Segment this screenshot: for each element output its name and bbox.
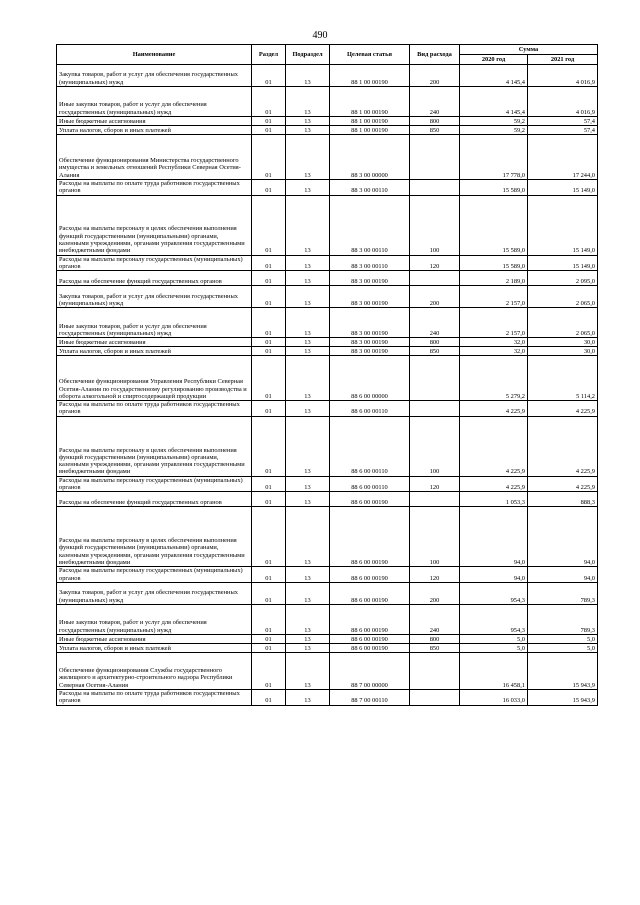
row-subsection: 13	[286, 689, 330, 705]
row-amount-year-2: 30,0	[528, 338, 598, 347]
row-expense-type: 200	[410, 65, 460, 87]
row-amount-year-2: 30,0	[528, 347, 598, 356]
row-amount-year-2: 5 114,2	[528, 356, 598, 401]
table-row	[57, 338, 598, 347]
row-name: Расходы на выплаты по оплате труда работников государственных органов	[57, 401, 252, 417]
column-header-subsection: Подраздел	[286, 45, 330, 65]
row-amount-year-2: 15 149,0	[528, 180, 598, 196]
row-name: Иные закупки товаров, работ и услуг для обеспечения государственных (муниципальных) нужд	[57, 308, 252, 338]
row-target-item: 88 3 00 00190	[330, 271, 410, 286]
row-subsection: 13	[286, 180, 330, 196]
row-name: Иные закупки товаров, работ и услуг для обеспечения государственных (муниципальных) нужд	[57, 87, 252, 117]
row-subsection: 13	[286, 507, 330, 567]
row-name: Обеспечение функционирования Службы государственного жилищного и архитектурно-строительного надзора Республики Северная Осетия-Алания	[57, 652, 252, 689]
row-amount-year-1: 15 589,0	[460, 255, 528, 271]
row-amount-year-1: 16 033,0	[460, 689, 528, 705]
row-target-item: 88 3 00 00110	[330, 255, 410, 271]
row-amount-year-1: 59,2	[460, 126, 528, 135]
row-amount-year-1: 954,3	[460, 582, 528, 604]
row-amount-year-1: 4 225,9	[460, 416, 528, 476]
row-section: 01	[252, 634, 286, 643]
row-expense-type	[410, 180, 460, 196]
row-name: Обеспечение функционирования Управления Республики Северная Осетия-Алания по государственному регулированию производства и оборота алкогольной и спиртосодержащей продукции	[57, 356, 252, 401]
row-name: Расходы на обеспечение функций государственных органов	[57, 271, 252, 286]
row-expense-type: 240	[410, 308, 460, 338]
row-subsection: 13	[286, 286, 330, 308]
row-amount-year-2: 789,3	[528, 604, 598, 634]
row-amount-year-1: 5,0	[460, 634, 528, 643]
row-amount-year-1: 2 157,0	[460, 286, 528, 308]
row-expense-type: 100	[410, 195, 460, 255]
row-subsection: 13	[286, 87, 330, 117]
budget-table	[56, 44, 598, 706]
row-name: Расходы на выплаты персоналу в целях обеспечения выполнения функций государственными (муниципальными) органами, казенными учреждениями, органами управления государственными внебюджетными фондами	[57, 195, 252, 255]
row-subsection: 13	[286, 356, 330, 401]
row-amount-year-1: 94,0	[460, 567, 528, 583]
table-row	[57, 135, 598, 180]
row-subsection: 13	[286, 347, 330, 356]
row-amount-year-2: 15 943,9	[528, 689, 598, 705]
column-header-name: Наименование	[57, 45, 252, 65]
row-amount-year-2: 15 149,0	[528, 255, 598, 271]
row-amount-year-2: 789,3	[528, 582, 598, 604]
row-name: Расходы на выплаты персоналу государственных (муниципальных) органов	[57, 255, 252, 271]
row-section: 01	[252, 643, 286, 652]
row-amount-year-2: 94,0	[528, 567, 598, 583]
row-subsection: 13	[286, 135, 330, 180]
table-row	[57, 308, 598, 338]
row-target-item: 88 3 00 00190	[330, 308, 410, 338]
row-expense-type: 100	[410, 507, 460, 567]
row-target-item: 88 6 00 00190	[330, 634, 410, 643]
row-subsection: 13	[286, 476, 330, 492]
row-section: 01	[252, 652, 286, 689]
table-row	[57, 180, 598, 196]
row-amount-year-2: 4 016,9	[528, 65, 598, 87]
row-amount-year-1: 2 157,0	[460, 308, 528, 338]
row-target-item: 88 6 00 00190	[330, 567, 410, 583]
table-row	[57, 416, 598, 476]
table-row	[57, 643, 598, 652]
row-amount-year-2: 15 149,0	[528, 195, 598, 255]
row-amount-year-2: 5,0	[528, 634, 598, 643]
row-subsection: 13	[286, 567, 330, 583]
column-header-year-2: 2021 год	[528, 55, 598, 65]
row-target-item: 88 7 00 00000	[330, 652, 410, 689]
row-subsection: 13	[286, 338, 330, 347]
row-name: Расходы на выплаты персоналу государственных (муниципальных) органов	[57, 567, 252, 583]
row-expense-type: 800	[410, 634, 460, 643]
row-target-item: 88 3 00 00110	[330, 180, 410, 196]
column-header-expense-type: Вид расхода	[410, 45, 460, 65]
row-name: Уплата налогов, сборов и иных платежей	[57, 643, 252, 652]
row-expense-type	[410, 135, 460, 180]
row-amount-year-1: 5,0	[460, 643, 528, 652]
row-section: 01	[252, 347, 286, 356]
page-number: 490	[312, 30, 328, 41]
row-section: 01	[252, 135, 286, 180]
row-expense-type: 850	[410, 347, 460, 356]
row-expense-type: 120	[410, 476, 460, 492]
row-expense-type: 200	[410, 286, 460, 308]
row-target-item: 88 3 00 00190	[330, 338, 410, 347]
row-section: 01	[252, 117, 286, 126]
row-expense-type	[410, 652, 460, 689]
row-amount-year-2: 5,0	[528, 643, 598, 652]
row-target-item: 88 6 00 00190	[330, 582, 410, 604]
row-amount-year-2: 4 225,9	[528, 416, 598, 476]
row-target-item: 88 6 00 00110	[330, 476, 410, 492]
row-section: 01	[252, 492, 286, 507]
row-subsection: 13	[286, 65, 330, 87]
row-section: 01	[252, 582, 286, 604]
row-subsection: 13	[286, 582, 330, 604]
row-expense-type	[410, 271, 460, 286]
row-amount-year-2: 2 095,0	[528, 271, 598, 286]
row-amount-year-2: 57,4	[528, 117, 598, 126]
row-expense-type: 120	[410, 255, 460, 271]
row-amount-year-1: 5 279,2	[460, 356, 528, 401]
row-amount-year-1: 4 225,9	[460, 476, 528, 492]
table-row	[57, 271, 598, 286]
table-row	[57, 492, 598, 507]
row-target-item: 88 6 00 00000	[330, 356, 410, 401]
row-target-item: 88 6 00 00190	[330, 604, 410, 634]
row-section: 01	[252, 416, 286, 476]
row-target-item: 88 6 00 00110	[330, 401, 410, 417]
row-target-item: 88 1 00 00190	[330, 117, 410, 126]
table-row	[57, 286, 598, 308]
row-amount-year-1: 1 053,3	[460, 492, 528, 507]
table-row	[57, 117, 598, 126]
table-row	[57, 689, 598, 705]
row-name: Расходы на выплаты персоналу в целях обеспечения выполнения функций государственными (муниципальными) органами, казенными учреждениями, органами управления государственными внебюджетными фондами	[57, 416, 252, 476]
row-name: Иные закупки товаров, работ и услуг для обеспечения государственных (муниципальных) нужд	[57, 604, 252, 634]
row-section: 01	[252, 308, 286, 338]
row-name: Закупка товаров, работ и услуг для обеспечения государственных (муниципальных) нужд	[57, 286, 252, 308]
row-section: 01	[252, 401, 286, 417]
row-section: 01	[252, 180, 286, 196]
row-section: 01	[252, 338, 286, 347]
table-row	[57, 255, 598, 271]
row-section: 01	[252, 271, 286, 286]
row-amount-year-1: 4 145,4	[460, 65, 528, 87]
row-target-item: 88 3 00 00000	[330, 135, 410, 180]
row-amount-year-2: 57,4	[528, 126, 598, 135]
row-amount-year-2: 2 065,0	[528, 308, 598, 338]
row-name: Расходы на обеспечение функций государственных органов	[57, 492, 252, 507]
table-body	[57, 65, 598, 706]
row-subsection: 13	[286, 416, 330, 476]
row-subsection: 13	[286, 271, 330, 286]
row-expense-type	[410, 492, 460, 507]
table-row	[57, 87, 598, 117]
row-section: 01	[252, 356, 286, 401]
row-name: Уплата налогов, сборов и иных платежей	[57, 347, 252, 356]
row-section: 01	[252, 476, 286, 492]
row-section: 01	[252, 567, 286, 583]
row-subsection: 13	[286, 652, 330, 689]
row-target-item: 88 3 00 00190	[330, 347, 410, 356]
row-expense-type: 120	[410, 567, 460, 583]
row-target-item: 88 6 00 00190	[330, 643, 410, 652]
row-subsection: 13	[286, 117, 330, 126]
row-target-item: 88 7 00 00110	[330, 689, 410, 705]
row-amount-year-1: 59,2	[460, 117, 528, 126]
row-name: Иные бюджетные ассигнования	[57, 338, 252, 347]
row-target-item: 88 3 00 00110	[330, 195, 410, 255]
row-target-item: 88 6 00 00190	[330, 507, 410, 567]
row-expense-type: 200	[410, 582, 460, 604]
row-section: 01	[252, 255, 286, 271]
row-amount-year-1: 15 589,0	[460, 180, 528, 196]
row-section: 01	[252, 507, 286, 567]
row-subsection: 13	[286, 401, 330, 417]
column-header-amount: Сумма	[460, 45, 598, 55]
row-amount-year-2: 4 016,9	[528, 87, 598, 117]
row-name: Обеспечение функционирования Министерства государственного имущества и земельных отношений Республики Северная Осетия-Алания	[57, 135, 252, 180]
row-name: Уплата налогов, сборов и иных платежей	[57, 126, 252, 135]
row-amount-year-1: 32,0	[460, 338, 528, 347]
row-section: 01	[252, 689, 286, 705]
table-row	[57, 582, 598, 604]
row-amount-year-2: 888,3	[528, 492, 598, 507]
row-amount-year-1: 16 458,1	[460, 652, 528, 689]
row-target-item: 88 1 00 00190	[330, 65, 410, 87]
row-subsection: 13	[286, 308, 330, 338]
row-subsection: 13	[286, 255, 330, 271]
row-expense-type	[410, 689, 460, 705]
row-amount-year-1: 15 589,0	[460, 195, 528, 255]
row-section: 01	[252, 65, 286, 87]
row-subsection: 13	[286, 604, 330, 634]
table-row	[57, 634, 598, 643]
row-name: Иные бюджетные ассигнования	[57, 117, 252, 126]
row-amount-year-1: 32,0	[460, 347, 528, 356]
row-amount-year-2: 94,0	[528, 507, 598, 567]
column-header-target-item: Целевая статья	[330, 45, 410, 65]
row-section: 01	[252, 604, 286, 634]
column-header-section: Раздел	[252, 45, 286, 65]
table-row	[57, 347, 598, 356]
table-row	[57, 476, 598, 492]
table-row	[57, 652, 598, 689]
row-amount-year-1: 4 225,9	[460, 401, 528, 417]
row-amount-year-2: 15 943,9	[528, 652, 598, 689]
row-target-item: 88 6 00 00110	[330, 416, 410, 476]
row-name: Иные бюджетные ассигнования	[57, 634, 252, 643]
table-row	[57, 507, 598, 567]
table-row	[57, 567, 598, 583]
row-expense-type: 100	[410, 416, 460, 476]
row-target-item: 88 3 00 00190	[330, 286, 410, 308]
row-expense-type	[410, 401, 460, 417]
row-expense-type: 850	[410, 643, 460, 652]
row-amount-year-1: 954,3	[460, 604, 528, 634]
table-row	[57, 401, 598, 417]
table-row	[57, 604, 598, 634]
row-name: Расходы на выплаты персоналу государственных (муниципальных) органов	[57, 476, 252, 492]
row-amount-year-2: 4 225,9	[528, 401, 598, 417]
row-expense-type: 240	[410, 604, 460, 634]
table-row	[57, 65, 598, 87]
row-amount-year-2: 17 244,0	[528, 135, 598, 180]
row-target-item: 88 1 00 00190	[330, 87, 410, 117]
row-name: Расходы на выплаты персоналу в целях обеспечения выполнения функций государственными (муниципальными) органами, казенными учреждениями, органами управления государственными внебюджетными фондами	[57, 507, 252, 567]
row-name: Расходы на выплаты по оплате труда работников государственных органов	[57, 689, 252, 705]
table-row	[57, 126, 598, 135]
row-expense-type: 800	[410, 338, 460, 347]
row-subsection: 13	[286, 492, 330, 507]
row-amount-year-1: 94,0	[460, 507, 528, 567]
row-expense-type: 850	[410, 126, 460, 135]
row-target-item: 88 1 00 00190	[330, 126, 410, 135]
row-amount-year-2: 4 225,9	[528, 476, 598, 492]
row-name: Закупка товаров, работ и услуг для обеспечения государственных (муниципальных) нужд	[57, 582, 252, 604]
row-subsection: 13	[286, 195, 330, 255]
row-section: 01	[252, 87, 286, 117]
row-amount-year-1: 2 189,0	[460, 271, 528, 286]
row-expense-type: 800	[410, 117, 460, 126]
row-target-item: 88 6 00 00190	[330, 492, 410, 507]
table-row	[57, 356, 598, 401]
row-amount-year-1: 4 145,4	[460, 87, 528, 117]
row-subsection: 13	[286, 126, 330, 135]
row-section: 01	[252, 126, 286, 135]
row-name: Расходы на выплаты по оплате труда работников государственных органов	[57, 180, 252, 196]
row-amount-year-2: 2 065,0	[528, 286, 598, 308]
row-expense-type: 240	[410, 87, 460, 117]
row-section: 01	[252, 286, 286, 308]
row-subsection: 13	[286, 634, 330, 643]
table-row	[57, 195, 598, 255]
row-amount-year-1: 17 778,0	[460, 135, 528, 180]
column-header-year-1: 2020 год	[460, 55, 528, 65]
row-name: Закупка товаров, работ и услуг для обеспечения государственных (муниципальных) нужд	[57, 65, 252, 87]
row-subsection: 13	[286, 643, 330, 652]
row-expense-type	[410, 356, 460, 401]
row-section: 01	[252, 195, 286, 255]
